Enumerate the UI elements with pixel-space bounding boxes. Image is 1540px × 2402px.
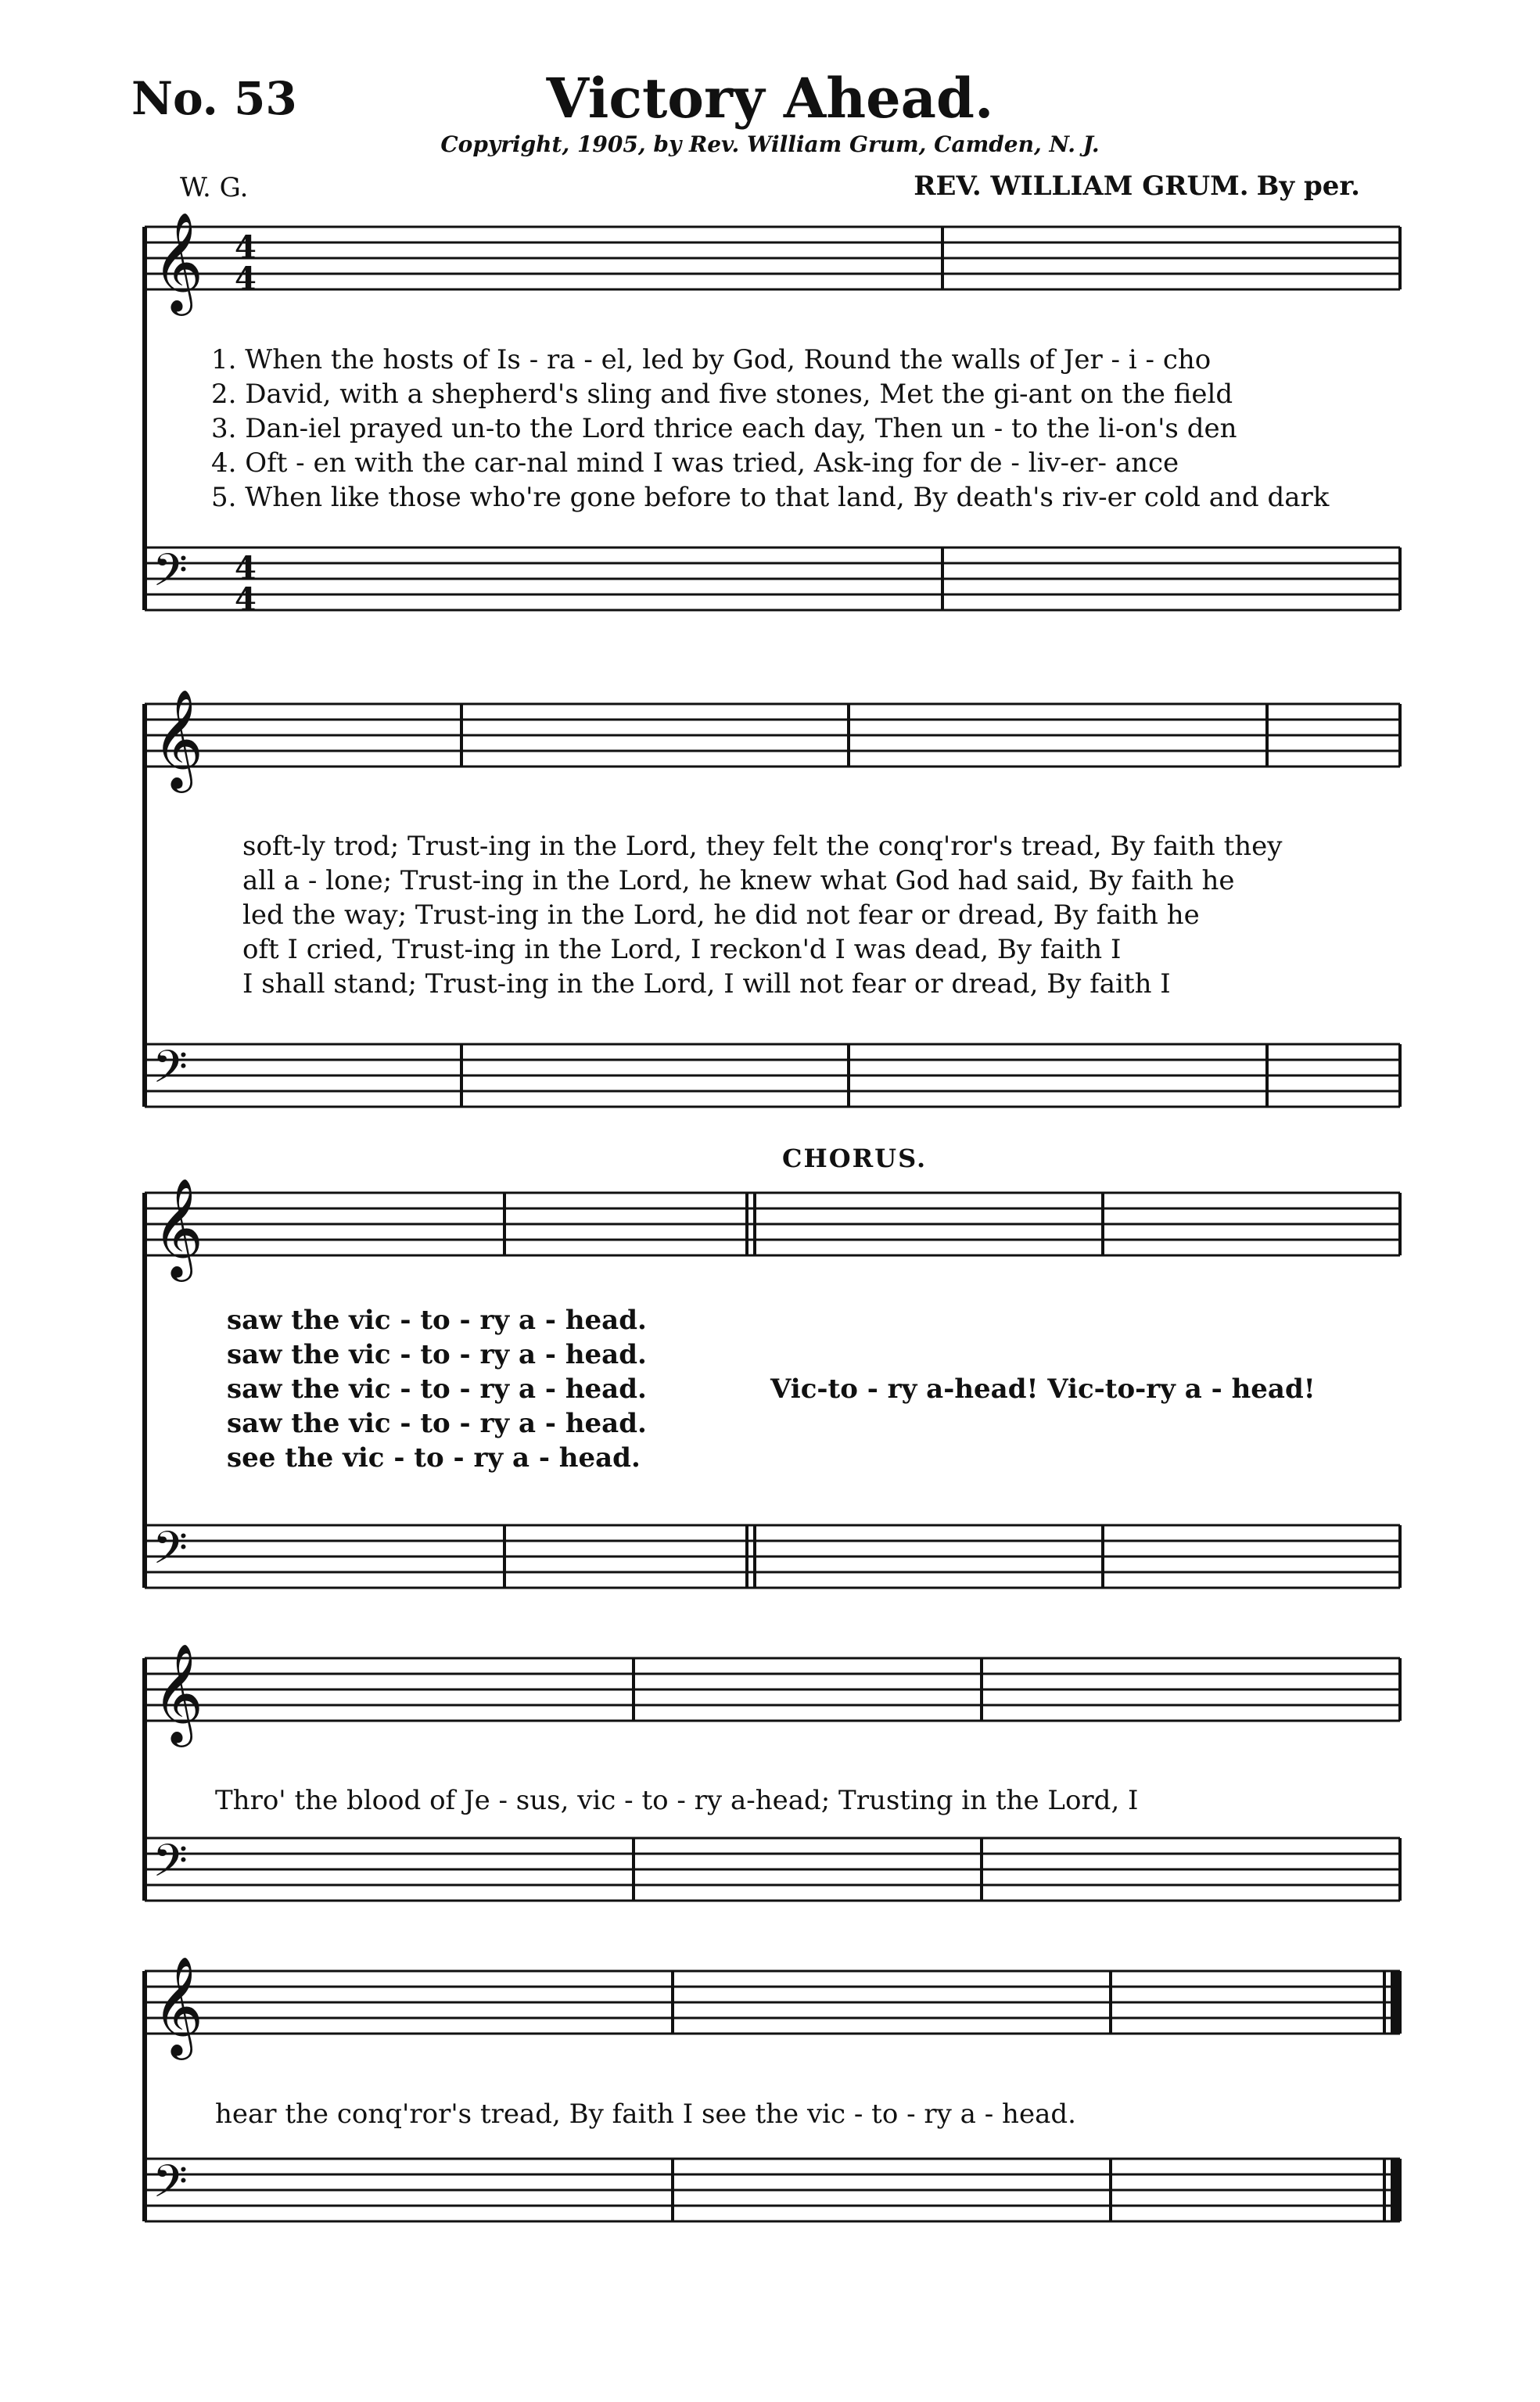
lyric-line: 5. When like those who're gone before to that land, By death's riv-er cold and dark: [211, 482, 1330, 513]
chorus-lyric-line: hear the conq'ror's tread, By faith I see the vic - to - ry a - head.: [215, 2099, 1076, 2130]
bass-clef-icon: 𝄢: [153, 544, 188, 608]
bass-staff-1: [145, 548, 1400, 610]
bass-clef-icon: 𝄢: [153, 1521, 188, 1585]
composer-initials: W. G.: [180, 172, 249, 203]
lyric-line: see the vic - to - ry a - head.: [227, 1442, 641, 1474]
treble-staff-5: [145, 1971, 1400, 2034]
bass-staff-5: [145, 2159, 1400, 2221]
lyric-line: saw the vic - to - ry a - head.: [227, 1339, 647, 1370]
author-name: REV. WILLIAM GRUM.: [914, 171, 1249, 202]
clefs: [153, 211, 203, 2219]
lyric-line: 2. David, with a shepherd's sling and five stones, Met the gi-ant on the field: [211, 379, 1233, 410]
system-4: [145, 1658, 1400, 1901]
treble-clef-icon: 𝄞: [153, 1643, 204, 1743]
hymn-title: Victory Ahead.: [546, 66, 994, 131]
svg-text:4: 4: [235, 581, 257, 618]
treble-staff-1: [145, 227, 1400, 289]
bass-staff-2: [145, 1044, 1400, 1107]
treble-clef-icon: 𝄞: [153, 1955, 204, 2056]
svg-text:4: 4: [235, 260, 257, 297]
lyric-line: led the way; Trust-ing in the Lord, he did not fear or dread, By faith he: [242, 899, 1200, 931]
chorus-lyric-line: Vic-to - ry a-head! Vic-to-ry a - head!: [770, 1373, 1316, 1405]
treble-staff-2: [145, 704, 1400, 767]
lyric-line: I shall stand; Trust-ing in the Lord, I will not fear or dread, By faith I: [242, 968, 1171, 1000]
bass-clef-icon: 𝄢: [153, 2155, 188, 2219]
lyric-line: saw the vic - to - ry a - head.: [227, 1373, 647, 1405]
treble-clef-icon: 𝄞: [153, 1177, 204, 1277]
bass-staff-4: [145, 1838, 1400, 1901]
treble-clef-icon: 𝄞: [153, 211, 204, 311]
svg-text:4: 4: [235, 550, 257, 587]
lyric-line: saw the vic - to - ry a - head.: [227, 1408, 647, 1439]
lyric-line: 4. Oft - en with the car-nal mind I was tried, Ask-ing for de - liv-er- ance: [211, 447, 1179, 479]
copyright-notice: Copyright, 1905, by Rev. William Grum, Camden, N. J.: [440, 131, 1100, 157]
lyric-line: 3. Dan-iel prayed un-to the Lord thrice each day, Then un - to the li-on's den: [211, 413, 1237, 444]
lyric-line: 1. When the hosts of Is - ra - el, led by God, Round the walls of Jer - i - cho: [211, 344, 1212, 375]
permission-note: By per.: [1256, 171, 1360, 202]
chorus-lyric-line: Thro' the blood of Je - sus, vic - to - ry a-head; Trusting in the Lord, I: [215, 1785, 1139, 1816]
lyric-line: soft-ly trod; Trust-ing in the Lord, they felt the conq'ror's tread, By faith they: [242, 831, 1283, 862]
treble-staff-4: [145, 1658, 1400, 1721]
bass-clef-icon: 𝄢: [153, 1040, 188, 1104]
lyric-line: saw the vic - to - ry a - head.: [227, 1305, 647, 1336]
svg-text:4: 4: [235, 229, 257, 266]
lyric-line: all a - lone; Trust-ing in the Lord, he knew what God had said, By faith he: [242, 865, 1235, 896]
lyric-line: oft I cried, Trust-ing in the Lord, I reckon'd I was dead, By faith I: [242, 934, 1122, 965]
treble-staff-3: [145, 1193, 1400, 1255]
bass-clef-icon: 𝄢: [153, 1834, 188, 1898]
hymn-number: No. 53: [131, 72, 297, 125]
system-5: [145, 1971, 1400, 2221]
chorus-label: CHORUS.: [782, 1144, 928, 1173]
treble-clef-icon: 𝄞: [153, 688, 204, 788]
bass-staff-3: [145, 1525, 1400, 1588]
